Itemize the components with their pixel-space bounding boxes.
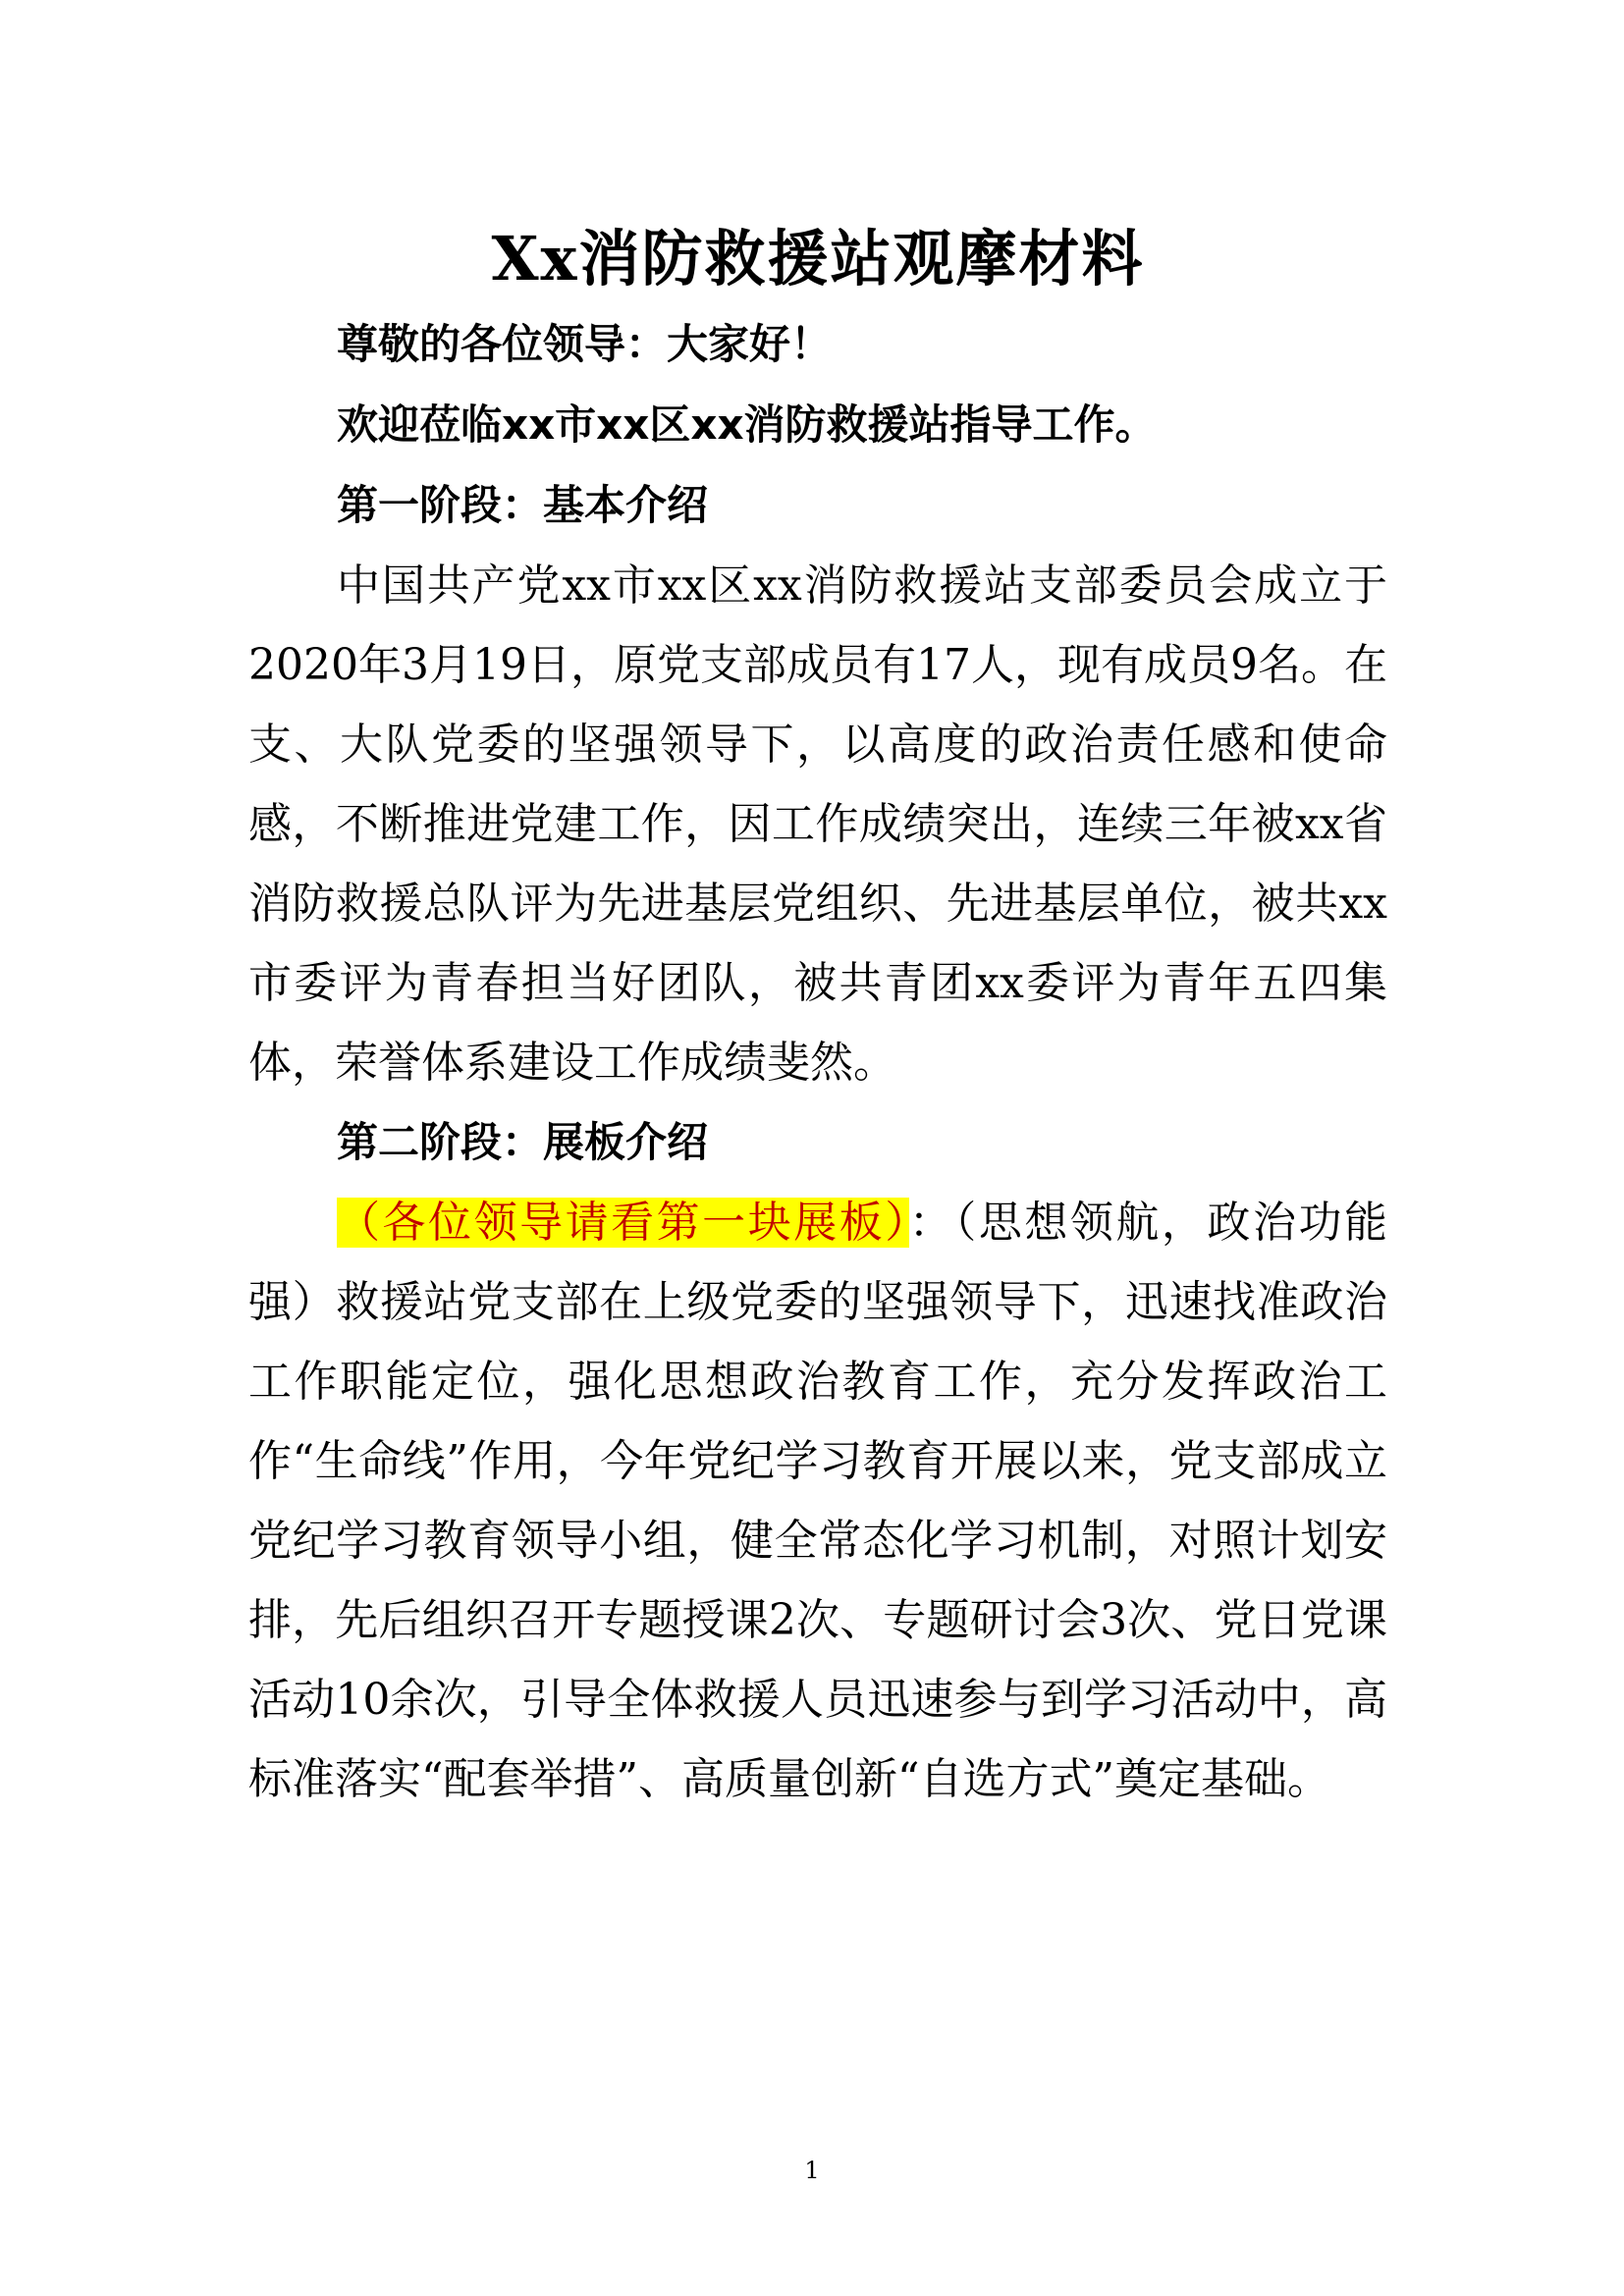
section1-heading: 第一阶段：基本介绍 xyxy=(337,481,709,529)
section2-paragraph-text: ：（思想领航，政治功能强）救援站党支部在上级党委的坚强领导下，迅速找准政治工作职能定位，强化思想政治教育工作，充分发挥政治工作“生命线”作用，今年党纪学习教育开展以来，党支部成立党纪学习教育领导小组，健全常态化学习机制，对照计划安排，先后组织召开专题授课2次、专题研讨会3次、党日党课活动10余次，引导全体救援人员迅速参与到学习活动中，高标准落实“配套举措”、高质量创新“自选方式”奠定基础。 xyxy=(248,1198,1387,1804)
greeting: 尊敬的各位领导：大家好！ xyxy=(337,320,833,368)
page-number: 1 xyxy=(804,2157,820,2184)
section2-heading: 第二阶段：展板介绍 xyxy=(337,1118,709,1166)
section1-paragraph: 中国共产党xx市xx区xx消防救援站支部委员会成立于2020年3月19日，原党支部成员有17人，现有成员9名。在支、大队党委的坚强领导下，以高度的政治责任感和使命感，不断推进党建工作，因工作成绩突出，连续三年被xx省消防救援总队评为先进基层党组织、先进基层单位，被共xx市委评为青春担当好团队，被共青团xx委评为青年五四集体，荣誉体系建设工作成绩斐然。 xyxy=(248,561,1387,1088)
document-body xyxy=(248,214,1387,1819)
highlighted-instruction: （各位领导请看第一块展板） xyxy=(337,1198,909,1248)
welcome-line: 欢迎莅临xx市xx区xx消防救援站指导工作。 xyxy=(337,400,1157,449)
section2-paragraph xyxy=(248,1183,1387,1819)
document-title: Xx消防救援站观摩材料 xyxy=(491,223,1145,294)
